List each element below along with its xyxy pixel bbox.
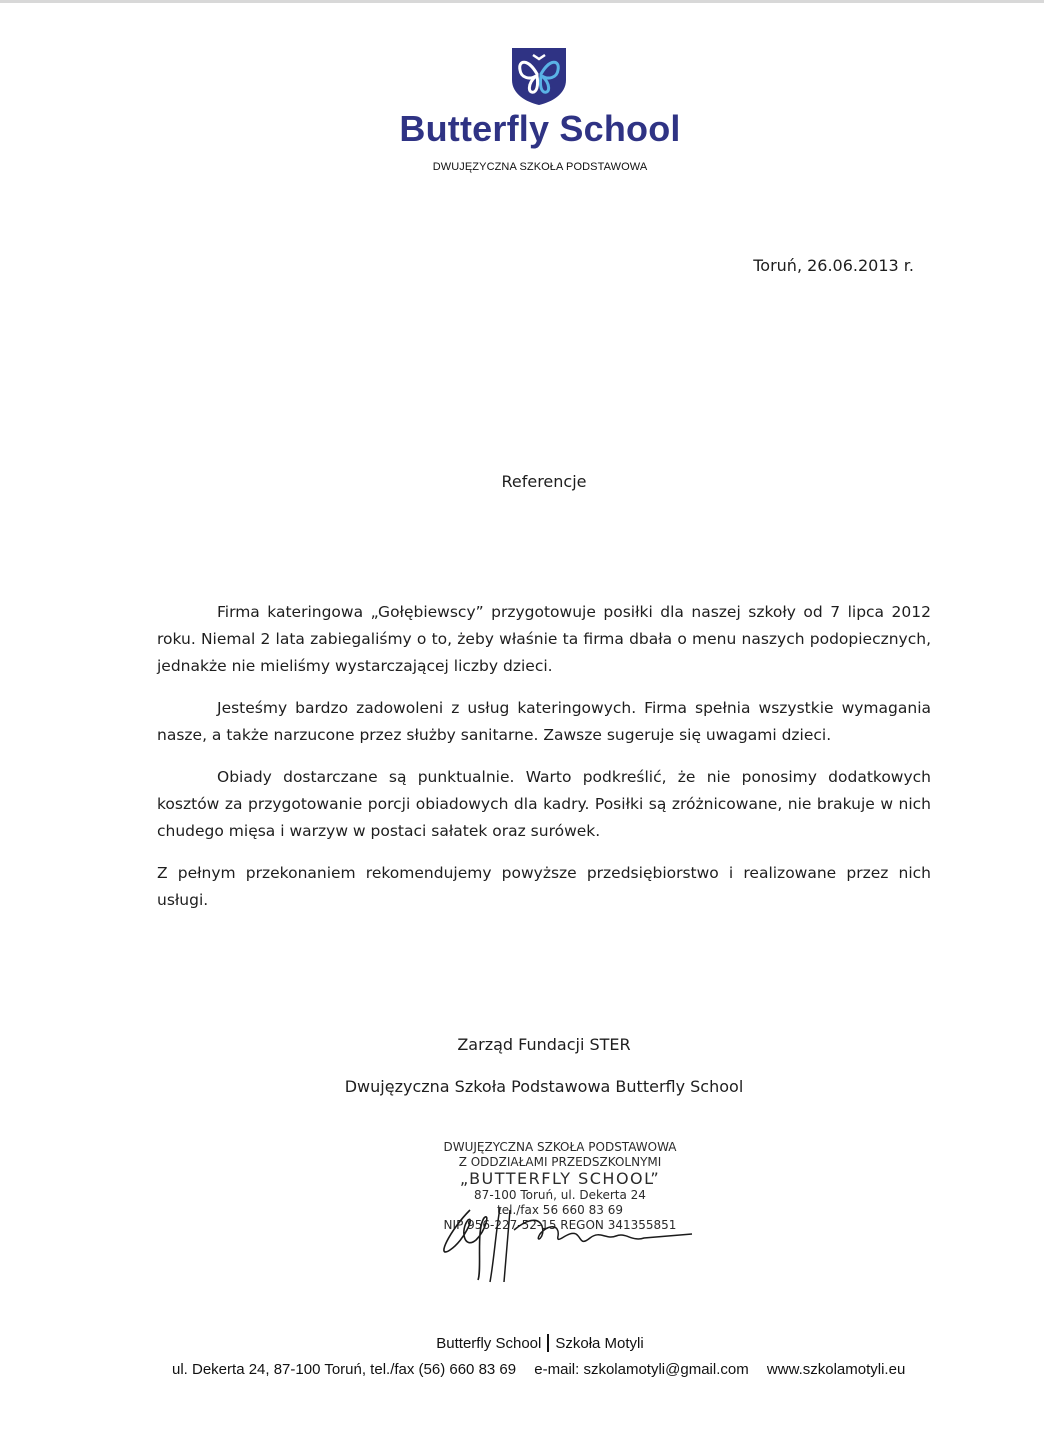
footer-names	[0, 1334, 1044, 1352]
letter-title: Referencje	[501, 472, 587, 491]
footer-address: ul. Dekerta 24, 87-100 Toruń, tel./fax (56) 660 83 69	[172, 1361, 517, 1378]
stamp-line-3: „BUTTERFLY SCHOOL”	[459, 1169, 661, 1188]
stamp-line-4: 87-100 Toruń, ul. Dekerta 24	[474, 1188, 646, 1202]
footer-contact	[172, 1361, 932, 1378]
footer-email[interactable]: e-mail: szkolamotyli@gmail.com	[534, 1361, 749, 1378]
handwritten-signature	[430, 1190, 700, 1290]
date-line: Toruń, 26.06.2013 r.	[753, 256, 914, 275]
butterfly-shield-icon	[510, 46, 568, 106]
footer-divider	[547, 1334, 549, 1352]
stamp-line-2: Z ODDZIAŁAMI PRZEDSZKOLNYMI	[458, 1155, 662, 1169]
closing-school: Dwujęzyczna Szkoła Podstawowa Butterfly School	[344, 1077, 744, 1096]
school-subtitle: DWUJĘZYCZNA SZKOŁA PODSTAWOWA	[432, 161, 648, 173]
scan-edge	[0, 0, 1044, 3]
paragraph-4: Z pełnym przekonaniem rekomendujemy powyższe przedsiębiorstwo i realizowane przez nich usługi.	[157, 864, 931, 909]
school-name: Butterfly School	[399, 108, 681, 149]
stamp-line-5: tel./fax 56 660 83 69	[497, 1203, 623, 1217]
closing-board: Zarząd Fundacji STER	[457, 1035, 631, 1054]
paragraph-2: Jesteśmy bardzo zadowoleni z usług kateringowych. Firma spełnia wszystkie wymagania nasze, a także narzucone przez służby sanitarne. Zawsze sugeruje się uwagami dzieci.	[157, 699, 931, 744]
paragraph-3: Obiady dostarczane są punktualnie. Warto podkreślić, że nie ponosimy dodatkowych kosztów za przygotowanie porcji obiadowych dla kadry. Posiłki są zróżnicowane, nie brakuje w nich chudego mięsa i warzyw w postaci sałatek oraz surówek.	[157, 768, 931, 840]
stamp-line-6: NIP 956-227-52-15 REGON 341355851	[443, 1218, 677, 1232]
footer-name-left: Butterfly School	[436, 1335, 542, 1352]
paragraph-1: Firma kateringowa „Gołębiewscy” przygotowuje posiłki dla naszej szkoły od 7 lipca 2012 roku. Niemal 2 lata zabiegaliśmy o to, żeby właśnie ta firma dbała o menu naszych podopiecznych, jednakże nie mieliśmy wystarczającej liczby dzieci.	[157, 603, 931, 675]
stamp-line-1: DWUJĘZYCZNA SZKOŁA PODSTAWOWA	[443, 1140, 677, 1154]
footer-name-right: Szkoła Motyli	[555, 1335, 644, 1352]
footer-website[interactable]: www.szkolamotyli.eu	[766, 1361, 906, 1378]
